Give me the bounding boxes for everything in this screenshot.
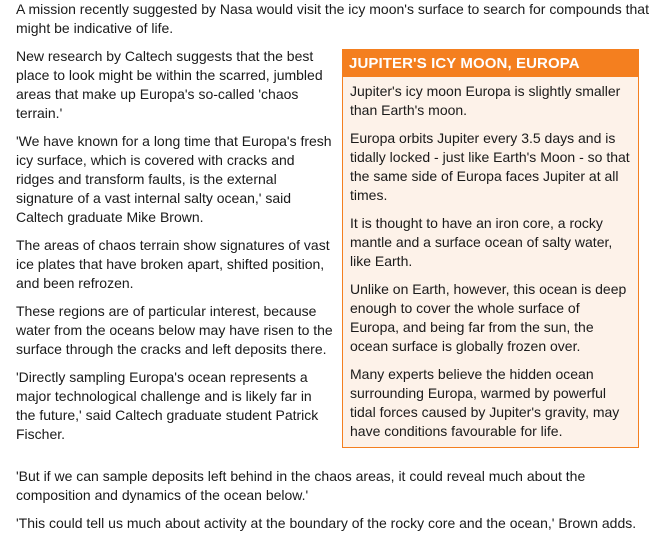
body-paragraph: New research by Caltech suggests that the best place to look might be within the scarred, jumbled areas that make up Europa's so-called 'chaos terrain.' — [16, 48, 323, 121]
body-paragraph: These regions are of particular interest, because water from the oceans below may have risen to the surface through the cracks and left deposits there. — [16, 303, 333, 357]
article-intro — [16, 0, 658, 47]
factbox-paragraph: Unlike on Earth, however, this ocean is deep enough to cover the whole surface of Europa, and being far from the sun, the ocean surface is globally frozen over. — [350, 281, 627, 354]
factbox-body — [343, 77, 638, 441]
body-paragraph: 'This could tell us much about activity at the boundary of the rocky core and the ocean,' Brown adds. — [16, 515, 637, 531]
intro-paragraph: A mission recently suggested by Nasa would visit the icy moon's surface to search for compounds that might be indicative of life. — [16, 1, 649, 36]
article-bottom — [16, 467, 660, 542]
factbox-paragraph: It is thought to have an iron core, a rocky mantle and a surface ocean of salty water, like Earth. — [350, 215, 613, 269]
body-paragraph: The areas of chaos terrain show signatures of vast ice plates that have broken apart, shifted position, and been refrozen. — [16, 237, 330, 291]
body-paragraph: 'But if we can sample deposits left behind in the chaos areas, it could reveal much about the composition and dynamics of the ocean below.' — [16, 468, 586, 503]
factbox-paragraph: Jupiter's icy moon Europa is slightly smaller than Earth's moon. — [350, 83, 621, 118]
europa-factbox — [342, 49, 639, 448]
body-paragraph: 'Directly sampling Europa's ocean represents a major technological challenge and is likely far in the future,' said Caltech graduate student Patrick Fischer. — [16, 369, 319, 442]
factbox-title: JUPITER'S ICY MOON, EUROPA — [343, 50, 638, 77]
factbox-paragraph: Europa orbits Jupiter every 3.5 days and is tidally locked - just like Earth's Moon - so that the same side of Europa faces Jupiter at all times. — [350, 130, 630, 203]
article-left-column — [16, 47, 334, 453]
factbox-paragraph: Many experts believe the hidden ocean surrounding Europa, warmed by powerful tidal forces caused by Jupiter's gravity, may have conditions favourable for life. — [350, 366, 620, 439]
body-paragraph: 'We have known for a long time that Europa's fresh icy surface, which is covered with cracks and ridges and transform faults, is the external signature of a vast internal salty ocean,' said Caltech graduate Mike Brown. — [16, 133, 332, 225]
